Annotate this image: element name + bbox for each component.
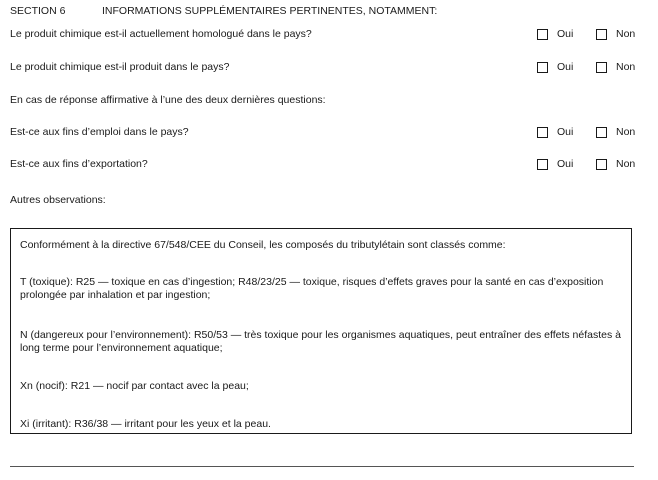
exportation-oui-option[interactable] bbox=[537, 158, 573, 170]
exportation-oui-checkbox[interactable] bbox=[537, 159, 548, 170]
exportation-non-option[interactable] bbox=[596, 158, 635, 170]
classification-code: T bbox=[20, 276, 27, 288]
observations-label: Autres observations: bbox=[10, 194, 106, 206]
exportation-non-label: Non bbox=[616, 158, 636, 170]
emploi-non-label: Non bbox=[616, 126, 636, 138]
classification-nocif bbox=[20, 380, 630, 393]
question-emploi: Est-ce aux fins d’emploi dans le pays? bbox=[10, 126, 189, 138]
classification-code: Xn bbox=[20, 380, 33, 392]
classification-irritant bbox=[20, 418, 630, 431]
emploi-non-checkbox[interactable] bbox=[596, 127, 607, 138]
classification-code: N bbox=[20, 329, 28, 341]
produit-oui-label: Oui bbox=[557, 61, 574, 73]
homologue-oui-label: Oui bbox=[557, 28, 574, 40]
homologue-non-label: Non bbox=[616, 28, 636, 40]
homologue-oui-option[interactable] bbox=[537, 28, 573, 40]
classification-text: (toxique): R25 — toxique en cas d’ingestion; R48/23/25 — toxique, risques d’effets graves pour la santé en cas d’exposition prolongée par inhalation et par ingestion; bbox=[20, 276, 604, 301]
exportation-oui-label: Oui bbox=[557, 158, 574, 170]
classification-text: (dangereux pour l’environnement): R50/53 — très toxique pour les organismes aquatiques, peut entraîner des effets néfastes à long terme pour l’environnement aquatique; bbox=[20, 329, 622, 354]
classification-text: (irritant): R36/38 — irritant pour les yeux et la peau. bbox=[29, 418, 271, 430]
produit-oui-option[interactable] bbox=[537, 61, 573, 73]
homologue-non-option[interactable] bbox=[596, 28, 635, 40]
emploi-oui-checkbox[interactable] bbox=[537, 127, 548, 138]
produit-oui-checkbox[interactable] bbox=[537, 62, 548, 73]
bottom-divider bbox=[10, 466, 634, 467]
produit-non-checkbox[interactable] bbox=[596, 62, 607, 73]
exportation-non-checkbox[interactable] bbox=[596, 159, 607, 170]
classification-toxique bbox=[20, 276, 630, 302]
question-homologue: Le produit chimique est-il actuellement homologué dans le pays? bbox=[10, 28, 312, 40]
question-produit: Le produit chimique est-il produit dans le pays? bbox=[10, 61, 230, 73]
conditional-note: En cas de réponse affirmative à l’une des deux dernières questions: bbox=[10, 94, 326, 106]
section-title: INFORMATIONS SUPPLÉMENTAIRES PERTINENTES, NOTAMMENT: bbox=[102, 5, 438, 17]
classification-text: (nocif): R21 — nocif par contact avec la peau; bbox=[32, 380, 249, 392]
produit-non-option[interactable] bbox=[596, 61, 635, 73]
section-number: SECTION 6 bbox=[10, 5, 66, 17]
observations-intro: Conformément à la directive 67/548/CEE du Conseil, les composés du tributylétain sont classés comme: bbox=[20, 239, 506, 251]
homologue-oui-checkbox[interactable] bbox=[537, 29, 548, 40]
classification-code: Xi bbox=[20, 418, 30, 430]
emploi-oui-option[interactable] bbox=[537, 126, 573, 138]
question-exportation: Est-ce aux fins d’exportation? bbox=[10, 158, 148, 170]
homologue-non-checkbox[interactable] bbox=[596, 29, 607, 40]
emploi-oui-label: Oui bbox=[557, 126, 574, 138]
produit-non-label: Non bbox=[616, 61, 636, 73]
emploi-non-option[interactable] bbox=[596, 126, 635, 138]
section-heading bbox=[10, 5, 437, 17]
classification-environnement bbox=[20, 329, 630, 355]
